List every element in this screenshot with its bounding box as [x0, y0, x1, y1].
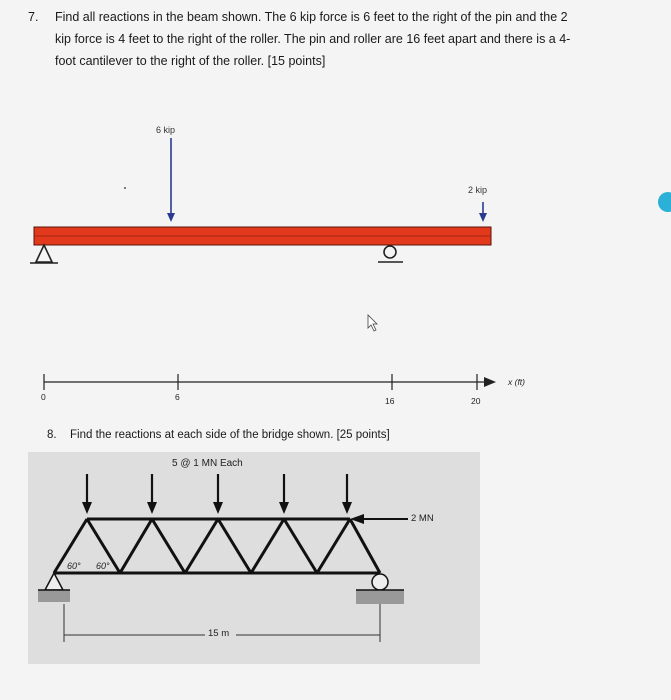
angle-right-label: 60°	[96, 561, 110, 571]
span-label: 15 m	[208, 628, 230, 639]
truss-diagram	[0, 452, 500, 664]
problem-7-line-2: kip force is 4 feet to the right of the roller. The pin and roller are 16 feet apart and there is a 4-	[55, 32, 571, 46]
label-2kip: 2 kip	[468, 185, 488, 195]
axis-label-0: 0	[41, 392, 46, 402]
pin-support	[45, 573, 63, 590]
problem-7-text	[55, 6, 665, 72]
roller-ground-hatch	[356, 590, 404, 604]
axis-label-20: 20	[471, 396, 481, 406]
speck	[124, 187, 126, 189]
label-6kip: 6 kip	[156, 125, 176, 135]
pin-ground-hatch	[38, 590, 70, 602]
roller-support	[384, 246, 396, 258]
beam-diagram	[0, 110, 671, 420]
problem-8-text: Find the reactions at each side of the bridge shown. [25 points]	[70, 429, 390, 441]
axis-label-16: 16	[385, 396, 395, 406]
axis-unit-label: x (ft)	[508, 377, 525, 387]
load-arrowhead-2kip	[479, 213, 487, 222]
pin-support	[36, 245, 52, 262]
roller-support	[372, 574, 388, 590]
cyan-edge-marker	[658, 192, 671, 212]
problem-8-number: 8.	[47, 429, 57, 441]
problem-7-number: 7.	[28, 10, 39, 24]
problem-7-line-3: foot cantilever to the right of the roller. [15 points]	[55, 54, 326, 68]
problem-7-line-1: Find all reactions in the beam shown. The 6 kip force is 6 feet to the right of the pin and the 2	[55, 10, 568, 24]
angle-left-label: 60°	[67, 561, 81, 571]
mouse-cursor-icon	[368, 315, 377, 331]
truss-side-load-label: 2 MN	[411, 513, 434, 524]
load-arrowhead-6kip	[167, 213, 175, 222]
axis-label-6: 6	[175, 392, 180, 402]
truss-load-label: 5 @ 1 MN Each	[172, 458, 243, 469]
load-arrows	[82, 474, 352, 514]
axis-arrowhead	[484, 377, 496, 387]
